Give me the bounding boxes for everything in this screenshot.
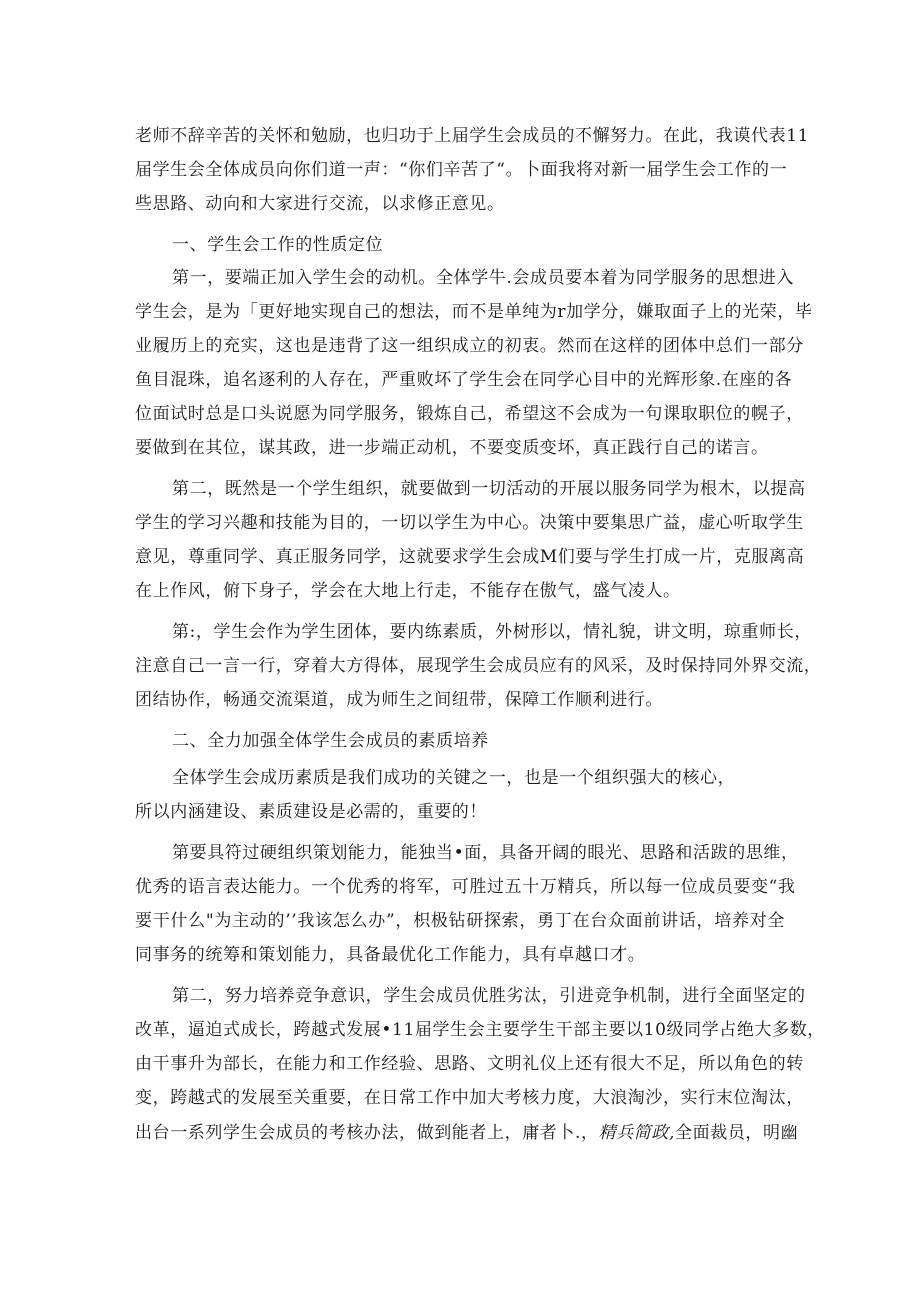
paragraph-line: 注意自己一言一行，穿着大方得体，展现学生会成员应有的风采，及时保持同外界交流，: [135, 656, 822, 676]
paragraph-line: 由干事升为部长，在能力和工作经验、思路、文明礼仪上还有很大不足，所以角色的转: [135, 1054, 804, 1074]
paragraph-line: 业履历上的充实，这也是违背了这一组织成立的初衷。然而在这样的团体中总们一部分: [135, 336, 804, 356]
section-heading: 二、全力加强全体学生会成员的素质培养: [172, 731, 489, 751]
section-heading: 一、学生会工作的性质定位: [172, 235, 384, 255]
paragraph-line: 全体学生会成历素质是我们成功的关键之一，也是一个组织强大的核心，: [172, 768, 736, 788]
paragraph-line: 在上作风，俯下身子，学会在大地上行走，不能存在傲气，盛气凌人。: [135, 581, 681, 601]
paragraph-line: 届学生会全体成员向你们道一声：“你们辛苦了“。卜面我将对新一届学生会工作的一: [135, 160, 788, 180]
paragraph-line: 要做到在其位，谋其政，进一步端正动机，不要变质变坏，真正践行自己的诺言。: [135, 438, 769, 458]
paragraph-line: 位面试时总是口头说愿为同学服务，锻炼自己，希望这不会成为一句课取职位的幌子，: [135, 404, 804, 424]
paragraph-line: 鱼目混珠，追名逐利的人存在，严重败坏了学生会在同学心目中的光辉形象.在座的各: [135, 370, 793, 390]
paragraph-line-last: [135, 1121, 799, 1145]
paragraph-line: 意见，尊重同学、真正服务同学，这就要求学生会成M们要与学生打成一片，克服离高: [135, 547, 805, 567]
last-line-after: 全面裁员，明幽: [675, 1123, 799, 1143]
last-line-before: 出台一系列学生会成员的考核办法，做到能者上，庸者卜.，: [135, 1123, 599, 1143]
paragraph-line: 第二，努力培养竞争意识，学生会成员优胜劣汰，引进竞争机制，进行全面坚定的: [172, 986, 806, 1006]
paragraph-line: 要干什么"为主动的’’我该怎么办”，枳极钻研探索，勇丁在台众面前讲话，培养对全: [135, 911, 785, 931]
paragraph-line: 第要具符过硬组织策划能力，能独当•面，具备开阔的眼光、思路和活跋的思维，: [172, 843, 799, 863]
paragraph-line: 优秀的语言表达能力。一个优秀的将军，可胜过五十万精兵，所以每一位成员要变“我: [135, 877, 796, 897]
paragraph-line: 第二，既然是一个学生组织，就要做到一切活动的开展以服务同学为根木，以提高: [172, 479, 806, 499]
paragraph-line: 学生会，是为「更好地实现自己的想法，而不是单纯为r加学分，嫌取面子上的光荣，毕: [135, 302, 813, 322]
paragraph-line: 第一，要端正加入学生会的动机。全体学牛.会成员要本着为同学服务的思想进入: [172, 268, 795, 288]
paragraph-line: 变，跨越式的发展至关重要，在日常工作中加大考核力度，大浪淘沙，实行末位淘汰，: [135, 1088, 804, 1108]
paragraph-line: 老师不辞辛苦的关怀和勉励，也归功于上届学生会成员的不懈努力。在此，我谟代表11: [135, 126, 810, 146]
last-line-italic: 精兵简政,: [598, 1123, 676, 1143]
paragraph-line: 第:，学生会作为学生团体，要内练素质，外树形以，情礼貌，讲文明，琼重师长，: [172, 622, 812, 642]
paragraph-line: 改革，逼迫式成长，跨越式发展•11届学生会主要学生干部主要以10级同学占绝大多数，: [135, 1020, 825, 1040]
paragraph-line: 团结协作，畅通交流渠道，成为师生之间纽带，保障工作顺利进行。: [135, 690, 663, 710]
paragraph-line: 学生的学习兴趣和技能为目的，一切以学生为中心。决策中要集思广益，虚心听取学生: [135, 513, 804, 533]
paragraph-line: 同事务的统筹和策划能力，具备最优化工作能力，具有卓越口才。: [135, 945, 646, 965]
paragraph-line: 些思路、动向和大家进行交流，以求修正意见。: [135, 194, 505, 214]
paragraph-line: 所以内涵建设、素质建设是必需的，重要的！: [135, 802, 487, 822]
